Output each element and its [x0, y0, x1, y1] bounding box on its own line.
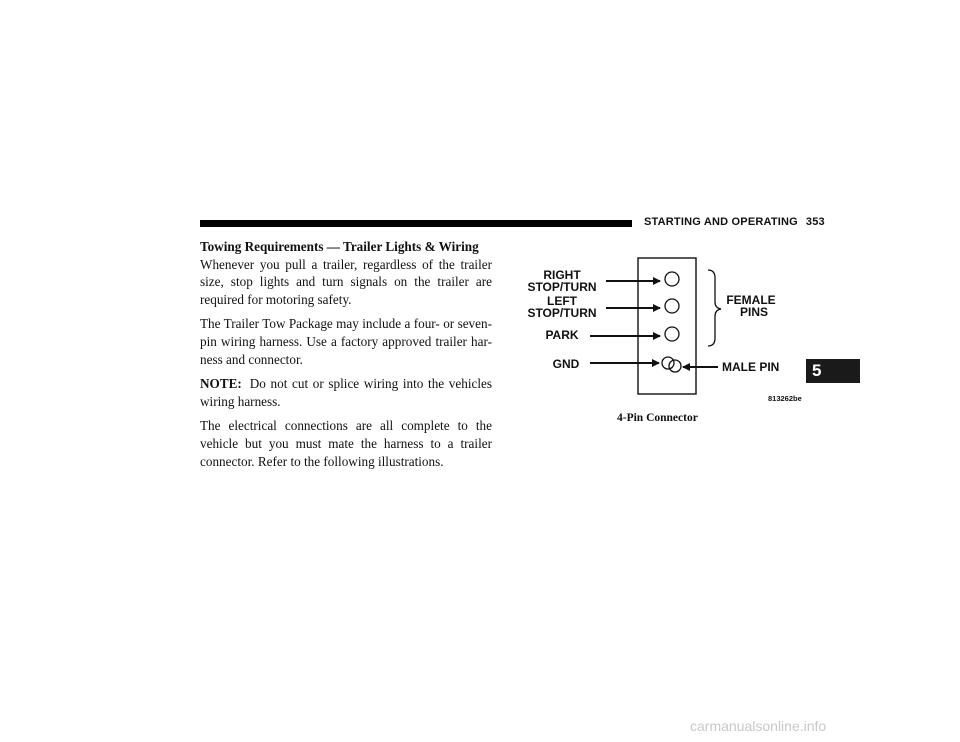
figure-caption: 4-Pin Connector [617, 412, 698, 424]
label-left-stop-turn: STOP/TURN [527, 306, 597, 320]
label-left: LEFT [547, 294, 577, 308]
note-paragraph [200, 375, 492, 410]
connector-diagram-svg [520, 250, 820, 410]
label-park: PARK [545, 328, 579, 342]
paragraph-connections: The electrical connections are all complete to the vehicle but you must mate the harness to a trailer connector. Refer to the following illustrations. [200, 418, 492, 469]
paragraph-tow-package: The Trailer Tow Package may include a four- or seven-pin wiring harness. Use a factory approved trailer har-ness and connector. [200, 316, 492, 367]
label-gnd: GND [552, 357, 580, 371]
connector-diagram [520, 250, 820, 410]
page-number: 353 [805, 216, 825, 228]
running-header [644, 216, 825, 228]
label-male-pin: MALE PIN [722, 360, 780, 374]
male-pin-socket [662, 357, 674, 369]
male-pin [669, 360, 681, 372]
paragraph-trailer-lights: Whenever you pull a trailer, regardless of the trailer size, stop lights and turn signals on the trailer are required for motoring safety. [200, 256, 492, 307]
section-title: STARTING AND OPERATING [644, 216, 798, 228]
note-text: Do not cut or splice wiring into the vehicles wiring harness. [200, 376, 492, 409]
section-heading: Towing Requirements — Trailer Lights & Wiring [200, 239, 479, 254]
chapter-tab: 5 [806, 359, 860, 383]
female-pin-left [665, 299, 679, 313]
note-label: NOTE: [200, 376, 242, 392]
female-pin-park [665, 327, 679, 341]
connector-body [638, 258, 696, 394]
label-female-pins: PINS [739, 305, 769, 319]
header-rule [200, 220, 632, 227]
female-pin-right [665, 272, 679, 286]
female-pins-brace [708, 270, 721, 346]
figure-code: 813262be [768, 394, 802, 403]
label-right: RIGHT [543, 268, 581, 282]
label-female: FEMALE [726, 293, 776, 307]
left-column [200, 238, 492, 477]
label-right-stop-turn: STOP/TURN [527, 280, 597, 294]
watermark: carmanualsonline.info [690, 718, 827, 734]
